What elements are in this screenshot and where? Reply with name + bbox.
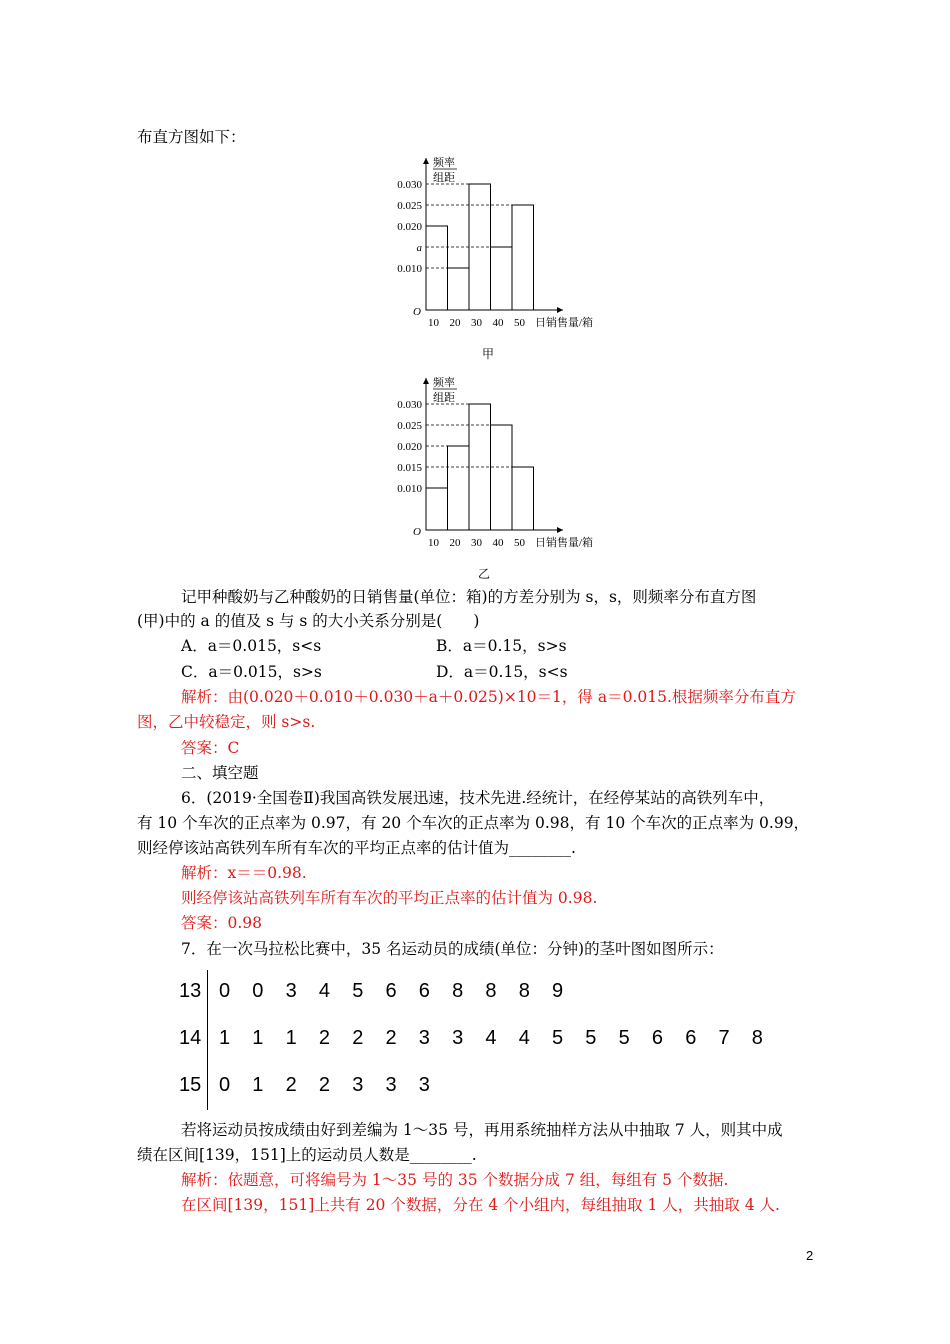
leaf-value: 7: [718, 1027, 730, 1049]
leaf-value: 6: [385, 980, 397, 1002]
leaf-value: 0: [252, 980, 264, 1002]
leaf-value: 5: [352, 980, 364, 1002]
leaf-value: 2: [352, 1027, 364, 1049]
q6-analysis-2: 则经停该站高铁列车所有车次的平均正点率的估计值为 0.98.: [181, 889, 598, 907]
leaf-value: 2: [285, 1074, 297, 1096]
x-tick-label: 40: [492, 317, 504, 329]
y-axis-arrow: [423, 158, 429, 164]
y-tick-label: 0.020: [397, 441, 422, 453]
ylabel-bottom: 组距: [433, 172, 455, 184]
y-tick-label: 0.020: [397, 221, 422, 233]
chart-caption-yi: 乙: [478, 567, 491, 581]
q5-option-d: D．a＝0.15，s<s: [436, 663, 568, 681]
leaf-value: 2: [385, 1027, 397, 1049]
x-tick-label: 30: [471, 317, 482, 329]
leaf-value: 8: [485, 980, 497, 1002]
y-tick-label: 0.015: [397, 462, 422, 474]
x-axis-label: 日销售量/箱: [535, 537, 594, 549]
leaf-value: 6: [651, 1027, 664, 1049]
leaf-value: 1: [219, 1027, 231, 1049]
histogram-bar: [448, 268, 470, 310]
x-tick-label: 30: [471, 537, 482, 549]
histogram-yi: [385, 372, 615, 552]
x-tick-label: 10: [428, 317, 439, 329]
y-axis-arrow: [423, 378, 429, 384]
q7-analysis-1: 解析：依题意，可将编号为 1～35 号的 35 个数据分成 7 组，每组有 5 个数据.: [181, 1171, 729, 1189]
stem-value: 13: [179, 980, 202, 1002]
q7-line-3: 绩在区间[139，151]上的运动员人数是________.: [137, 1146, 477, 1164]
x-axis-label: 日销售量/箱: [535, 317, 594, 329]
q6-analysis-1: 解析：x＝＝0.98.: [181, 864, 307, 882]
q6-answer: 答案：0.98: [181, 914, 263, 932]
chart-caption-jia: 甲: [482, 347, 495, 361]
histogram-jia: [385, 152, 615, 332]
leaf-value: 4: [518, 1027, 530, 1049]
histogram-bar: [512, 467, 534, 530]
x-tick-label: 50: [514, 537, 525, 549]
x-tick-label: 20: [449, 317, 461, 329]
q5-analysis-1: 解析：由(0.020＋0.010＋0.030＋a＋0.025)×10＝1，得 a＝0.015.根据频率分布直方: [181, 688, 796, 706]
leaf-value: 1: [252, 1027, 264, 1049]
section-title-fill-in: 二、填空题: [181, 764, 259, 782]
origin-label: O: [413, 306, 421, 318]
leaf-value: 9: [552, 980, 564, 1002]
ylabel-top: 频率: [433, 157, 455, 169]
y-tick-label: 0.010: [397, 263, 422, 275]
leaf-value: 0: [219, 1074, 231, 1096]
y-tick-label: a: [416, 242, 422, 254]
ylabel-bottom: 组距: [433, 392, 455, 404]
x-tick-label: 20: [449, 537, 461, 549]
stem-leaf-divider: [207, 970, 208, 1110]
ylabel-top: 频率: [433, 377, 455, 389]
q6-line-3: 则经停该站高铁列车所有车次的平均正点率的估计值为________.: [137, 839, 576, 857]
leaf-value: 6: [418, 980, 430, 1002]
stem-value: 14: [179, 1027, 202, 1049]
stem-value: 15: [179, 1074, 202, 1096]
q5-answer: 答案：C: [181, 739, 240, 757]
y-tick-label: 0.025: [397, 420, 422, 432]
y-tick-label: 0.010: [397, 483, 422, 495]
origin-label: O: [413, 526, 421, 538]
histogram-bar: [491, 425, 513, 530]
leaf-value: 3: [352, 1074, 364, 1096]
x-axis-arrow: [557, 307, 563, 313]
leaf-value: 5: [552, 1027, 564, 1049]
leaf-value: 8: [751, 1027, 763, 1049]
leaf-value: 4: [485, 1027, 497, 1049]
q7-analysis-2: 在区间[139，151]上共有 20 个数据，分在 4 个小组内，每组抽取 1 人，共抽取 4 人.: [181, 1196, 780, 1214]
histogram-bar: [426, 488, 448, 530]
leaf-value: 4: [318, 980, 331, 1002]
x-tick-label: 10: [428, 537, 439, 549]
leaf-value: 8: [452, 980, 464, 1002]
x-axis-arrow: [557, 527, 563, 533]
intro-line: 布直方图如下：: [137, 128, 246, 146]
leaf-value: 3: [285, 980, 297, 1002]
q5-stem-1: 记甲种酸奶与乙种酸奶的日销售量(单位：箱)的方差分别为 s，s，则频率分布直方图: [181, 588, 757, 606]
leaf-value: 1: [285, 1027, 297, 1049]
q6-line-2: 有 10 个车次的正点率为 0.97，有 20 个车次的正点率为 0.98，有 10 个车次的正点率为 0.99，: [137, 814, 810, 832]
leaf-value: 8: [518, 980, 530, 1002]
leaf-value: 2: [318, 1074, 331, 1096]
leaf-value: 3: [452, 1027, 464, 1049]
histogram-bar: [448, 446, 470, 530]
q5-analysis-2: 图，乙中较稳定，则 s>s.: [137, 713, 316, 731]
y-tick-label: 0.030: [397, 179, 422, 191]
leaf-value: 3: [418, 1027, 430, 1049]
q7-line-2: 若将运动员按成绩由好到差编为 1～35 号，再用系统抽样方法从中抽取 7 人，则其中成: [181, 1121, 783, 1139]
y-tick-label: 0.030: [397, 399, 422, 411]
x-tick-label: 40: [492, 537, 504, 549]
q5-option-c: C．a＝0.015，s>s: [181, 663, 322, 681]
leaf-value: 2: [318, 1027, 331, 1049]
q5-option-b: B．a＝0.15，s>s: [436, 637, 567, 655]
leaf-value: 3: [418, 1074, 430, 1096]
leaf-value: 5: [585, 1027, 597, 1049]
leaf-value: 5: [618, 1027, 630, 1049]
q6-line-1: 6．(2019·全国卷Ⅱ)我国高铁发展迅速，技术先进.经统计，在经停某站的高铁列车中，: [181, 789, 775, 807]
leaf-value: 0: [219, 980, 231, 1002]
y-tick-label: 0.025: [397, 200, 422, 212]
x-tick-label: 50: [514, 317, 525, 329]
histogram-bar: [491, 247, 513, 310]
leaf-value: 1: [252, 1074, 264, 1096]
histogram-bar: [512, 205, 534, 310]
leaf-value: 3: [385, 1074, 397, 1096]
q5-option-a: A．a＝0.015，s<s: [181, 637, 322, 655]
page-number: 2: [806, 1248, 814, 1263]
q5-stem-2: (甲)中的 a 的值及 s 与 s 的大小关系分别是( ): [137, 612, 480, 630]
leaf-value: 6: [685, 1027, 697, 1049]
q7-line-1: 7．在一次马拉松比赛中，35 名运动员的成绩(单位：分钟)的茎叶图如图所示：: [181, 940, 724, 958]
